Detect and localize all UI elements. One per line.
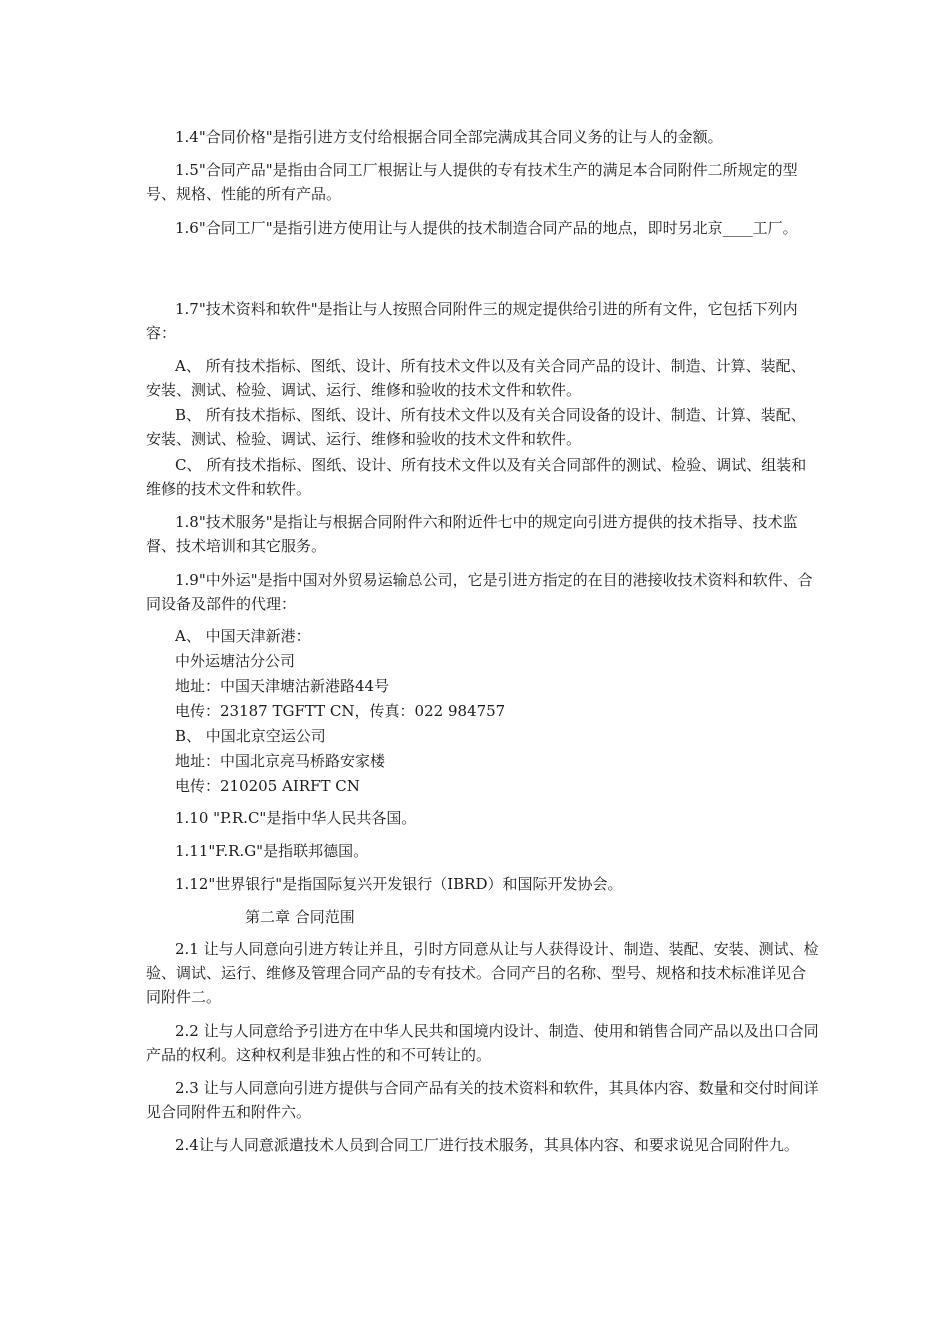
clause-1-5: 1.5"合同产品"是指由合同工厂根据让与人提供的专有技术生产的满足本合同附件二所规定的型号、规格、性能的所有产品。 (146, 161, 798, 203)
chapter-title: 第二章 合同范围 (245, 908, 355, 926)
clause-1-8: 1.8"技术服务"是指让与根据合同附件六和附近件七中的规定向引进方提供的技术指导、技术监督、技术培训和其它服务。 (146, 513, 798, 555)
agent-a-company: 中外运塘沽分公司 (175, 652, 296, 670)
clause-1-7-item-b: B、 所有技术指标、图纸、设计、所有技术文件以及有关合同设备的设计、制造、计算、装配、安装、测试、检验、调试、运行、维修和验收的技术文件和软件。 (146, 406, 806, 448)
clause-2-4: 2.4让与人同意派遣技术人员到合同工厂进行技术服务，其具体内容、和要求说见合同附件九。 (175, 1136, 799, 1154)
clause-2-3: 2.3 让与人同意向引进方提供与合同产品有关的技术资料和软件，其具体内容、数量和交付时间详见合同附件五和附件六。 (146, 1079, 819, 1121)
clause-1-7-item-a: A、 所有技术指标、图纸、设计、所有技术文件以及有关合同产品的设计、制造、计算、装配、安装、测试、检验、调试、运行、维修和验收的技术文件和软件。 (146, 357, 806, 399)
agent-b-address: 地址：中国北京亮马桥路安家楼 (175, 752, 386, 770)
clause-1-4: 1.4"合同价格"是指引进方支付给根据合同全部完满成其合同义务的让与人的金额。 (175, 128, 723, 146)
agent-b-telex: 电传：210205 AIRFT CN (175, 777, 360, 795)
clause-2-1: 2.1 让与人同意向引进方转让并且，引时方同意从让与人获得设计、制造、装配、安装、测试、检验、调试、运行、维修及管理合同产品的专有技术。合同产吕的名称、型号、规格和技术标准详见合同附件二。 (146, 940, 819, 1006)
clause-1-9: 1.9"中外运"是指中国对外贸易运输总公司，它是引进方指定的在目的港接收技术资料和软件、合同设备及部件的代理： (146, 571, 813, 613)
clause-1-11: 1.11"F.R.G"是指联邦德国。 (175, 842, 369, 860)
clause-1-6: 1.6"合同工厂"是指引进方使用让与人提供的技术制造合同产品的地点，即时另北京____工厂。 (175, 219, 798, 237)
clause-1-12: 1.12"世界银行"是指国际复兴开发银行（IBRD）和国际开发协会。 (175, 875, 623, 893)
agent-b-heading: B、 中国北京空运公司 (175, 727, 326, 745)
clause-1-10: 1.10 "P.R.C"是指中华人民共各国。 (175, 809, 417, 827)
clause-1-7: 1.7"技术资料和软件"是指让与人按照合同附件三的规定提供给引进的所有文件，它包括下列内容： (146, 300, 798, 342)
clause-2-2: 2.2 让与人同意给予引进方在中华人民共和国境内设计、制造、使用和销售合同产品以及出口合同产品的权利。这种权利是非独占性的和不可转让的。 (146, 1022, 819, 1064)
agent-a-address: 地址：中国天津塘沽新港路44号 (175, 677, 390, 695)
agent-a-telex: 电传：23187 TGFTT CN，传真：022 984757 (175, 702, 506, 720)
agent-a-heading: A、 中国天津新港： (175, 627, 311, 645)
clause-1-7-item-c: C、 所有技术指标、图纸、设计、所有技术文件以及有关合同部件的测试、检验、调试、组装和维修的技术文件和软件。 (146, 456, 807, 498)
